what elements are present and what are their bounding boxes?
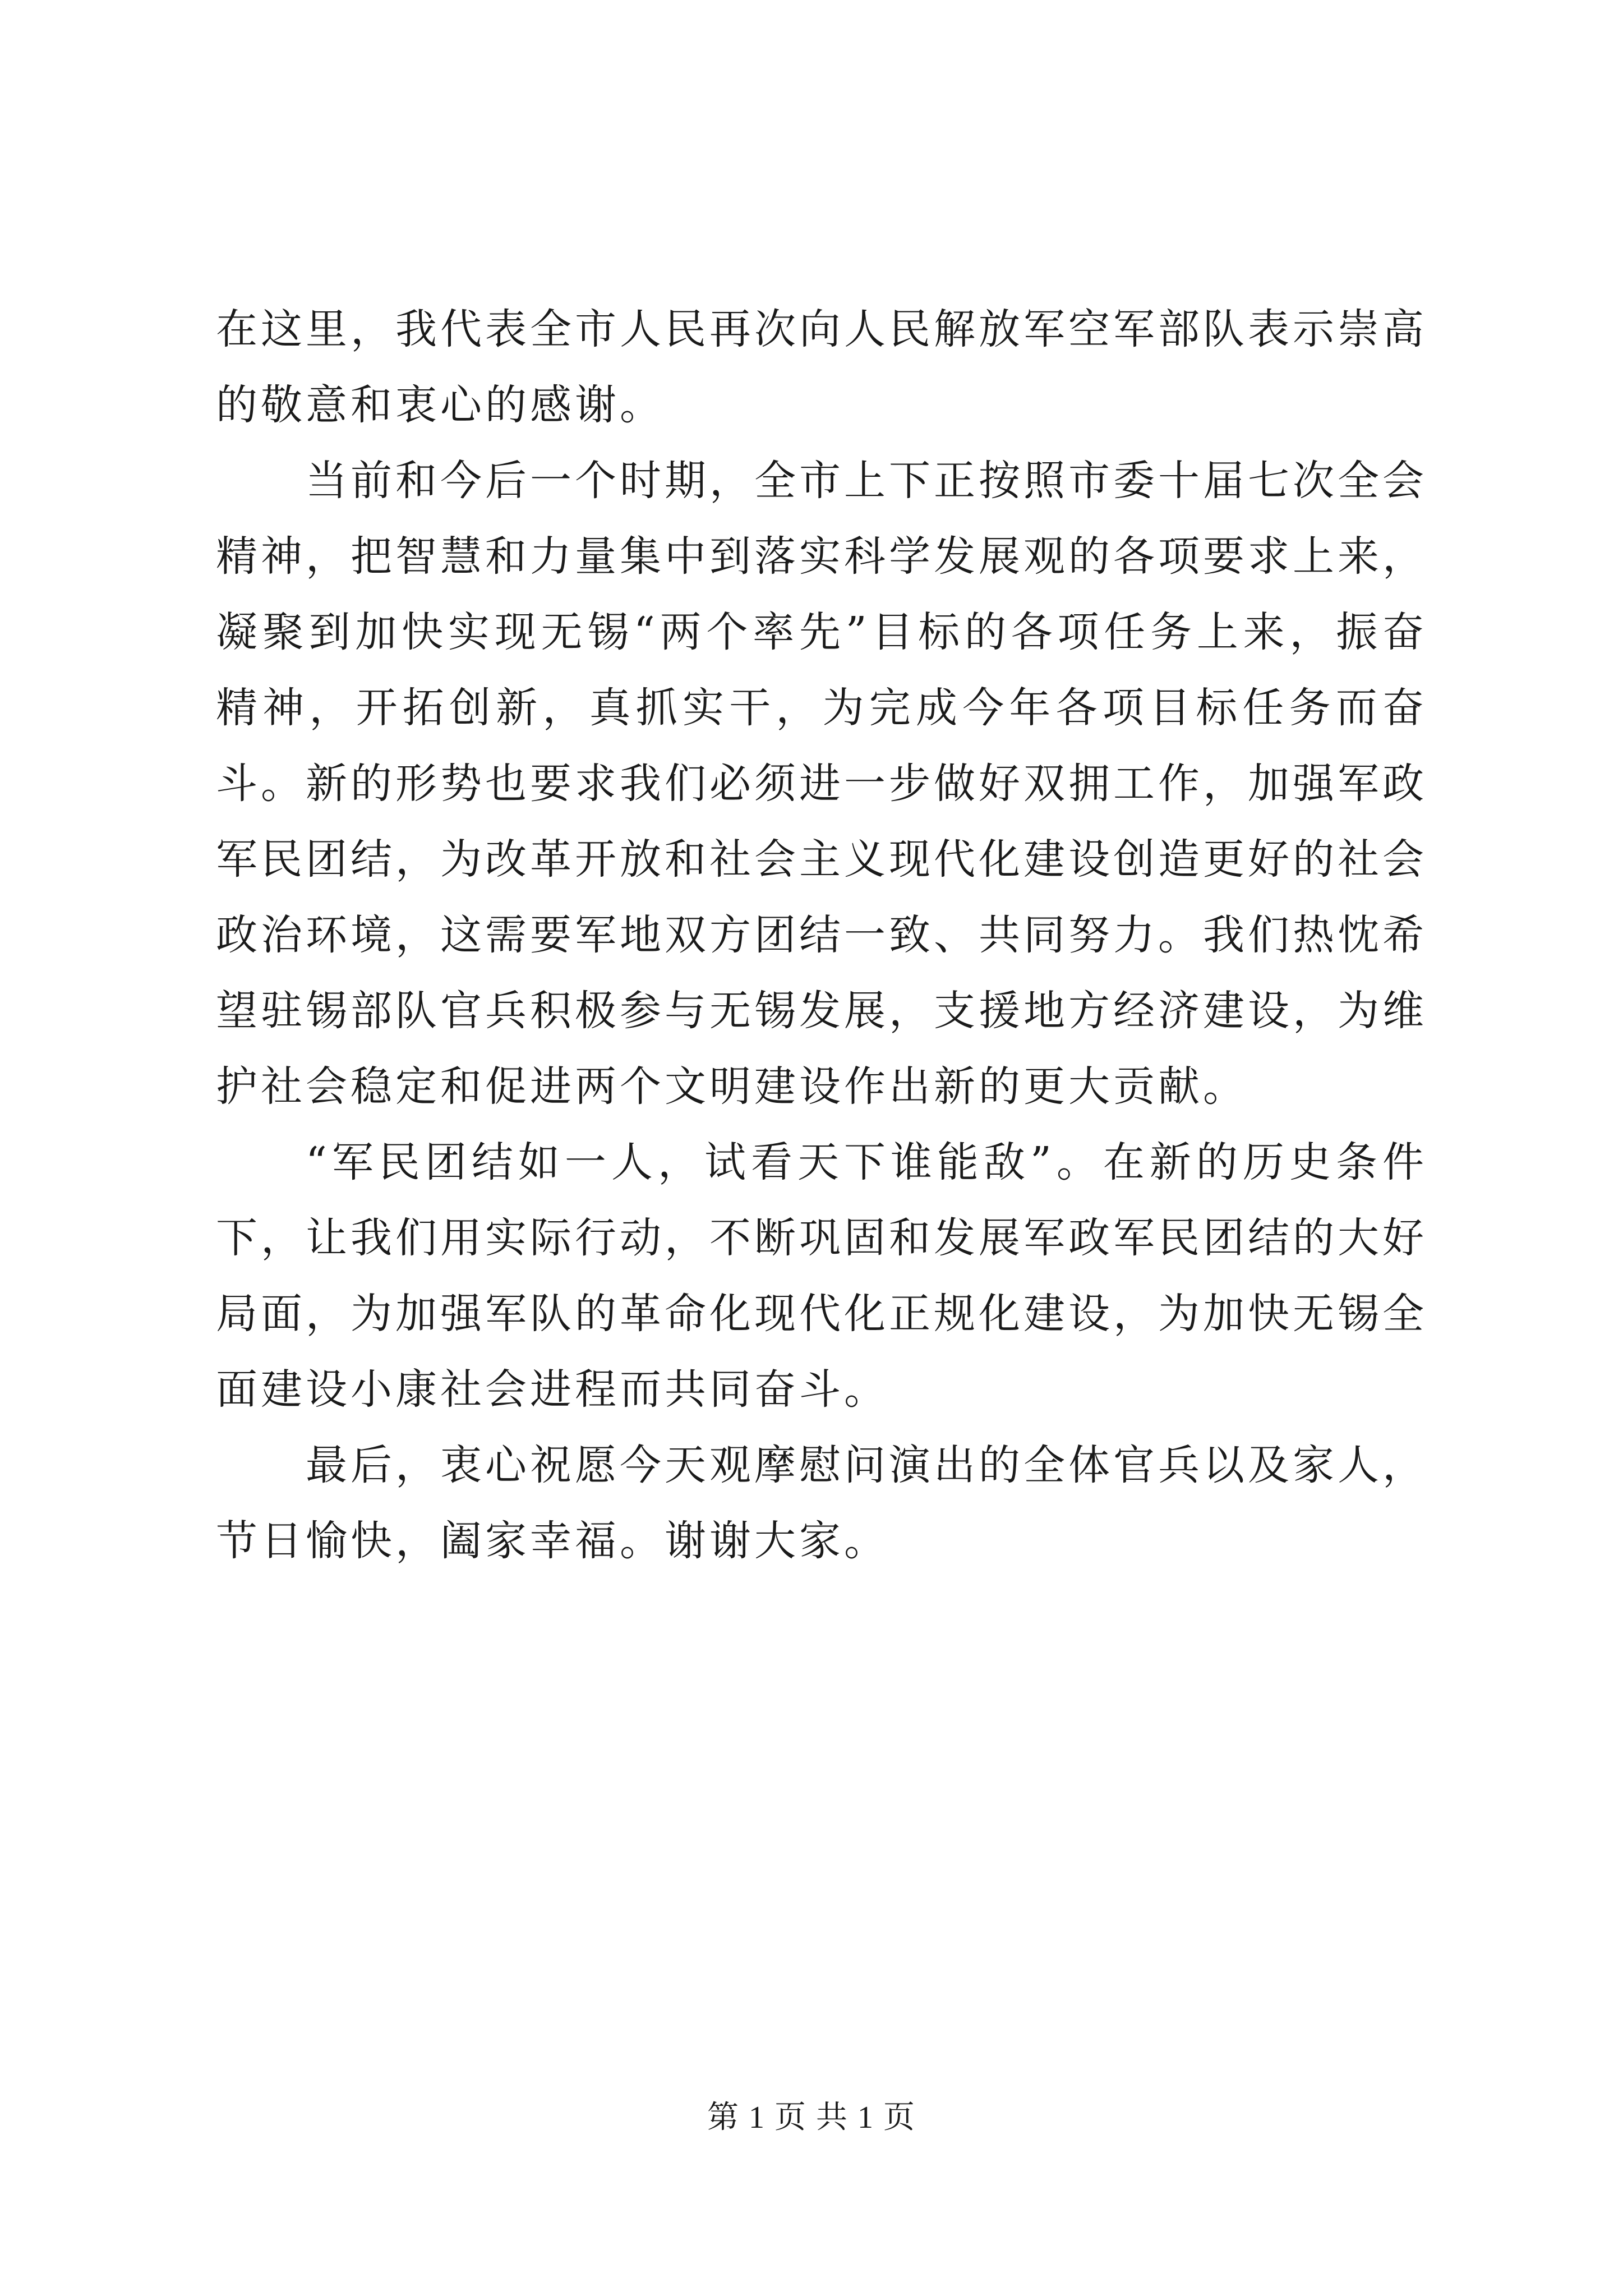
- paragraph-4: 最后，衷心祝愿今天观摩慰问演出的全体官兵以及家人，节日愉快，阖家幸福。谢谢大家。: [216, 1441, 1427, 1565]
- paragraph-2: 当前和今后一个时期，全市上下正按照市委十届七次全会精神，把智慧和力量集中到落实科学发展观的各项要求上来，凝聚到加快实现无锡“两个率先”目标的各项任务上来，振奋精神，开拓创新，真抓实干，为完成今年各项目标任务而奋斗。新的形势也要求我们必须进一步做好双拥工作，加强军政军民团结，为改革开放和社会主义现代化建设创造更好的社会政治环境，这需要军地双方团结一致、共同努力。我们热忱希望驻锡部队官兵积极参与无锡发展，支援地方经济建设，为维护社会稳定和促进两个文明建设作出新的更大贡献。: [216, 457, 1427, 1111]
- page-number-footer: 第 1 页 共 1 页: [707, 2100, 916, 2135]
- document-body: [216, 292, 1427, 1579]
- paragraph-1: 在这里，我代表全市人民再次向人民解放军空军部队表示崇高的敬意和衷心的感谢。: [216, 305, 1427, 429]
- paragraph-3: “军民团结如一人，试看天下谁能敌”。在新的历史条件下，让我们用实际行动，不断巩固和发展军政军民团结的大好局面，为加强军队的革命化现代化正规化建设，为加快无锡全面建设小康社会进程而共同奋斗。: [216, 1138, 1427, 1414]
